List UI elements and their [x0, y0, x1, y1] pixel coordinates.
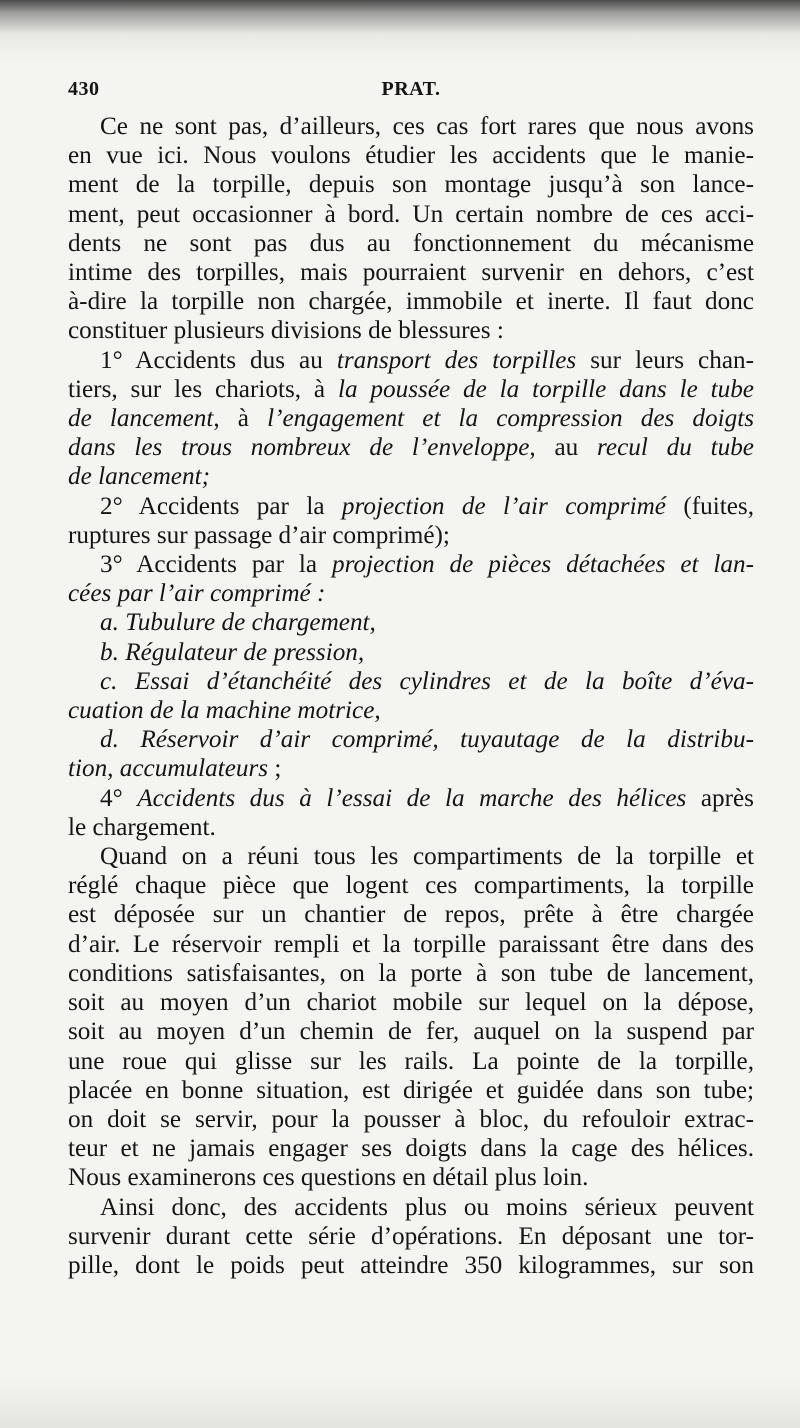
paragraph	[68, 492, 754, 550]
text-line	[68, 959, 754, 988]
text-line	[68, 258, 754, 287]
text-run: Quand on a réuni tous les compartiments de la torpille et	[100, 843, 754, 871]
italic-run: b. Régulateur de pression,	[100, 638, 365, 666]
text-run: soit au moyen d’un chemin de fer, auquel on la suspend par	[68, 1018, 754, 1046]
text-run: ment, peut occasionner à bord. Un certain nombre de ces acci-	[68, 200, 754, 228]
text-line	[68, 813, 754, 842]
paragraph	[68, 667, 754, 725]
italic-run: tion, accumulateurs	[68, 755, 269, 783]
text-line	[68, 462, 754, 491]
paragraph	[68, 608, 754, 637]
book-page	[68, 78, 754, 1280]
text-line	[68, 1076, 754, 1105]
text-run: 2° Accidents par la	[100, 492, 342, 520]
text-line	[68, 170, 754, 199]
text-run: ruptures sur passage d’air comprimé);	[68, 521, 450, 549]
text-line	[68, 696, 754, 725]
text-line	[68, 725, 754, 754]
italic-run: de lancement;	[68, 463, 210, 491]
text-line	[68, 492, 754, 521]
text-run: intime des torpilles, mais pourraient survenir en dehors, c’est	[68, 259, 754, 287]
text-line	[68, 842, 754, 871]
text-line	[68, 1134, 754, 1163]
text-line	[68, 521, 754, 550]
italic-run: cées par l’air comprimé :	[68, 580, 326, 608]
italic-run: recul du tube	[597, 434, 754, 462]
paragraph	[68, 112, 754, 346]
text-line	[68, 1105, 754, 1134]
text-run: 4°	[100, 784, 138, 812]
paragraph	[68, 784, 754, 842]
text-run: sur leurs chan-	[576, 346, 754, 374]
text-line	[68, 375, 754, 404]
text-run: réglé chaque pièce que logent ces compartiments, la torpille	[68, 872, 754, 900]
paragraph	[68, 550, 754, 608]
text-run: constituer plusieurs divisions de blessures :	[68, 317, 504, 345]
italic-run: Accidents dus à l’essai de la marche des hélices	[137, 784, 687, 812]
italic-run: projection de pièces détachées et lan-	[332, 551, 754, 579]
text-run: conditions satisfaisantes, on la porte à son tube de lancement,	[68, 959, 754, 987]
italic-run: a. Tubulure de chargement,	[100, 609, 376, 637]
text-line	[68, 1047, 754, 1076]
text-line	[68, 579, 754, 608]
text-run: une roue qui glisse sur les rails. La pointe de la torpille,	[68, 1047, 754, 1075]
paragraph	[68, 346, 754, 492]
text-run: tiers, sur les chariots, à	[68, 375, 338, 403]
italic-run: de lancement	[68, 405, 214, 433]
text-line	[68, 784, 754, 813]
text-run: Ce ne sont pas, d’ailleurs, ces cas fort rares que nous avons	[100, 113, 754, 140]
text-run: , au	[529, 434, 598, 462]
running-head	[68, 78, 754, 112]
text-line	[68, 930, 754, 959]
text-run: 3° Accidents par la	[100, 551, 333, 579]
text-run: dents ne sont pas dus au fonctionnement du mécanisme	[68, 229, 754, 257]
text-line	[68, 1251, 754, 1280]
text-line	[68, 900, 754, 929]
text-run: après	[686, 784, 754, 812]
text-line	[68, 433, 754, 462]
text-line	[68, 608, 754, 637]
italic-run: projection de l’air comprimé	[341, 492, 666, 520]
text-run: survenir durant cette série d’opérations. En déposant une tor-	[68, 1222, 754, 1250]
running-title: PRAT.	[381, 78, 441, 100]
text-line	[68, 112, 754, 141]
page-number: 430	[68, 78, 100, 100]
text-line	[68, 229, 754, 258]
text-run: le chargement.	[68, 813, 216, 841]
text-line	[68, 346, 754, 375]
text-run: Nous examinerons ces questions en détail plus loin.	[68, 1164, 589, 1192]
italic-run: l’engagement et la compression des doigts	[267, 405, 754, 433]
italic-run: d. Réservoir d’air comprimé, tuyautage de la distribu-	[100, 726, 754, 754]
text-run: d’air. Le réservoir rempli et la torpille paraissant être dans des	[68, 930, 754, 958]
text-run: en vue ici. Nous voulons étudier les accidents que le manie-	[68, 142, 754, 170]
text-run: soit au moyen d’un chariot mobile sur lequel on la dépose,	[68, 989, 754, 1017]
text-line	[68, 1163, 754, 1192]
text-line	[68, 667, 754, 696]
paragraph	[68, 842, 754, 1192]
text-run: teur et ne jamais engager ses doigts dans la cage des hélices.	[68, 1135, 754, 1163]
italic-run: c. Essai d’étanchéité des cylindres et de la boîte d’éva-	[100, 667, 754, 695]
paragraph	[68, 725, 754, 783]
text-run: ;	[268, 755, 282, 783]
text-run: 1° Accidents dus au	[100, 346, 337, 374]
text-line	[68, 1017, 754, 1046]
text-line	[68, 754, 754, 783]
text-run: est déposée sur un chantier de repos, prête à être chargée	[68, 901, 754, 929]
italic-run: dans les trous nombreux de l’enveloppe	[68, 434, 530, 462]
text-run: à-dire la torpille non chargée, immobile et inerte. Il faut donc	[68, 288, 754, 316]
text-line	[68, 316, 754, 345]
body-text	[68, 112, 754, 1280]
text-run: (fuites,	[665, 492, 755, 520]
text-line	[68, 287, 754, 316]
text-line	[68, 1222, 754, 1251]
paragraph	[68, 638, 754, 667]
text-line	[68, 1193, 754, 1222]
text-run: Ainsi donc, des accidents plus ou moins sérieux peuvent	[100, 1193, 754, 1221]
text-run: placée en bonne situation, est dirigée et guidée dans son tube;	[68, 1076, 754, 1104]
text-line	[68, 404, 754, 433]
text-run: pille, dont le poids peut atteindre 350 kilogrammes, sur son	[68, 1251, 754, 1279]
italic-run: la poussée de la torpille dans le tube	[337, 375, 754, 403]
text-line	[68, 141, 754, 170]
text-line	[68, 988, 754, 1017]
italic-run: transport des torpilles	[336, 346, 577, 374]
text-line	[68, 200, 754, 229]
text-run: , à	[213, 405, 268, 433]
paragraph	[68, 1193, 754, 1281]
text-line	[68, 638, 754, 667]
text-run: on doit se servir, pour la pousser à bloc, du refouloir extrac-	[68, 1105, 754, 1133]
text-line	[68, 550, 754, 579]
text-line	[68, 871, 754, 900]
italic-run: cuation de la machine motrice,	[68, 697, 381, 725]
text-run: ment de la torpille, depuis son montage jusqu’à son lance-	[68, 171, 754, 199]
